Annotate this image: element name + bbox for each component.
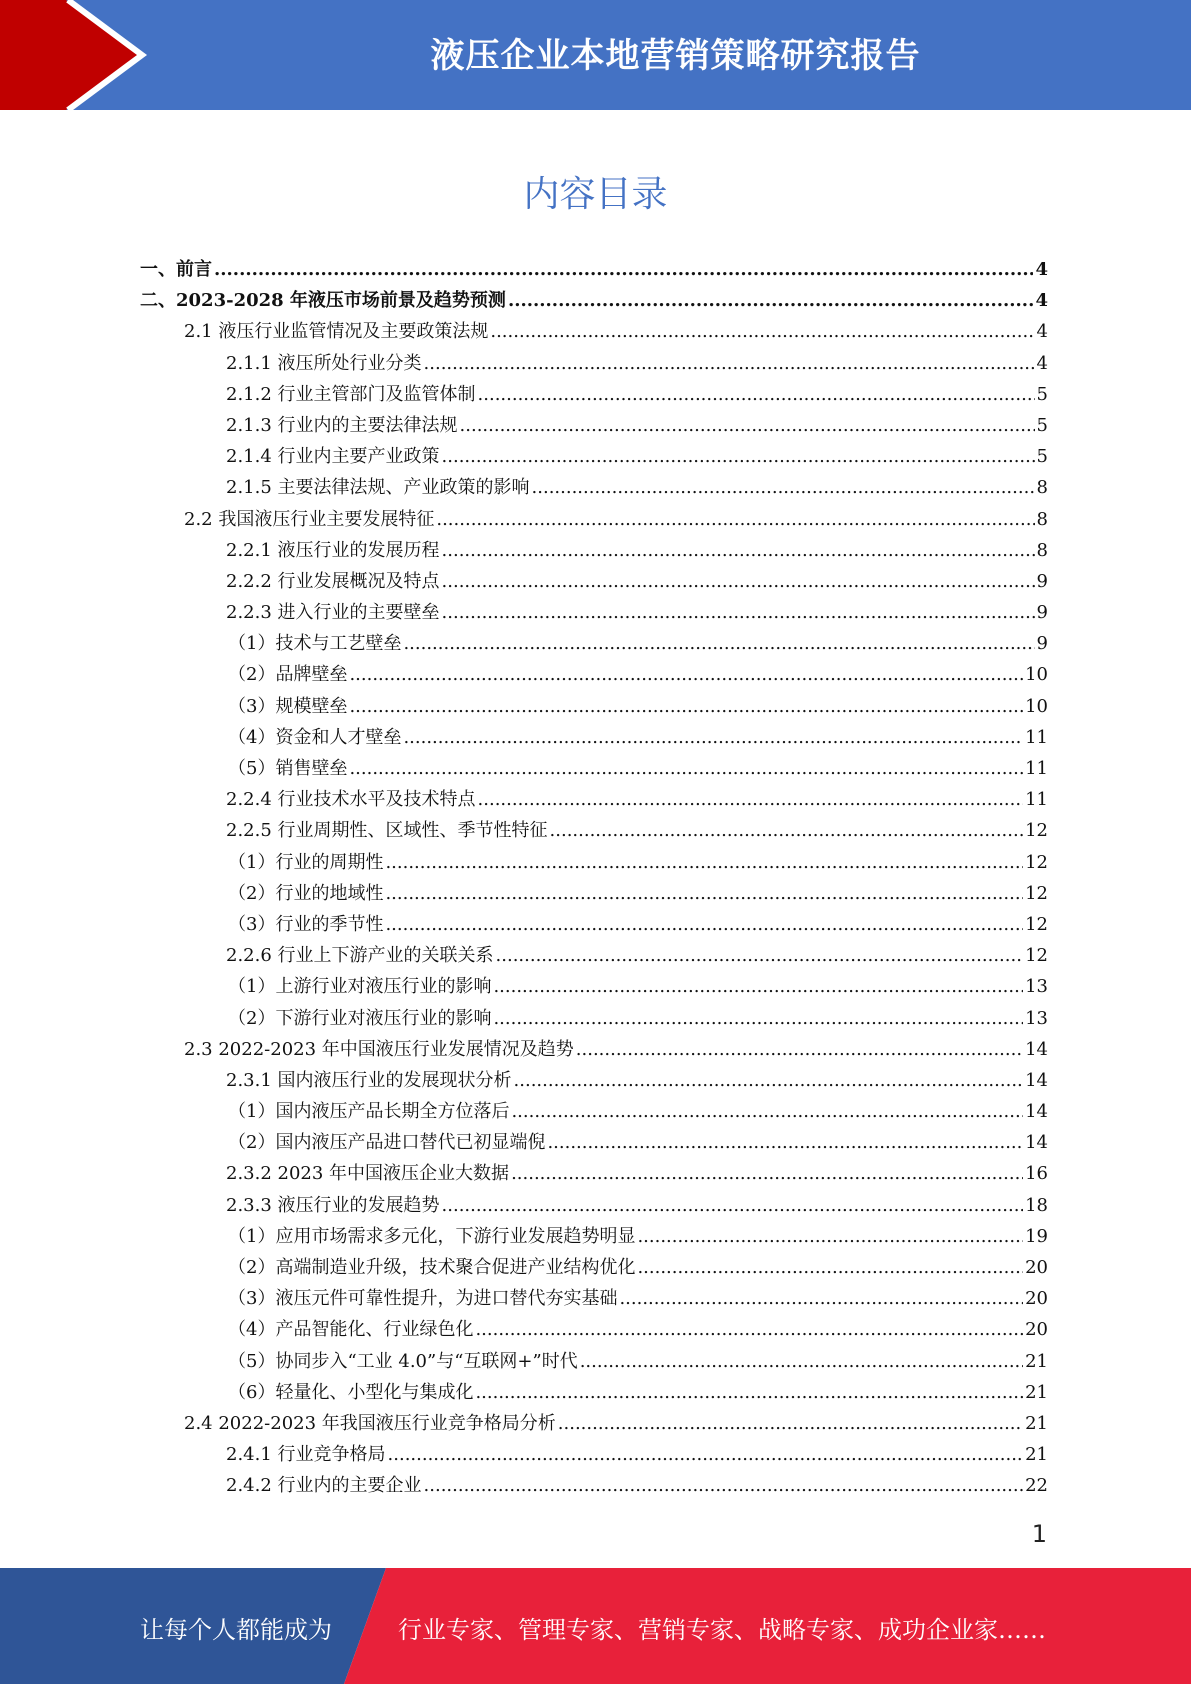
toc-entry-label: 2.4 2022-2023 年我国液压行业竞争格局分析 [184,1412,556,1434]
toc-entry-label: （6）轻量化、小型化与集成化 [228,1381,474,1403]
toc-leader-dots [532,472,1035,503]
toc-entry-label: （3）规模壁垒 [228,695,348,717]
toc-entry-label: 2.2.6 行业上下游产业的关联关系 [226,945,494,967]
toc-entry-label: 二、2023-2028 年液压市场前景及趋势预测 [140,290,506,312]
toc-entry-label: （1）行业的周期性 [228,851,384,873]
toc-entry[interactable] [140,1003,1048,1034]
toc-leader-dots [424,348,1035,379]
toc-entry-page: 12 [1025,851,1048,873]
toc-entry-label: 2.1.5 主要法律法规、产业政策的影响 [226,477,530,499]
toc-leader-dots [511,1096,1023,1127]
toc-entry-page: 20 [1025,1257,1048,1278]
toc-entry-page: 18 [1025,1194,1048,1216]
toc-entry-page: 21 [1025,1381,1048,1403]
toc-entry-page: 13 [1025,1007,1048,1029]
toc-entry[interactable] [140,1221,1048,1252]
toc-entry-page: 8 [1036,539,1048,561]
toc-entry-label: （5）协同步入“工业 4.0”与“互联网+”时代 [228,1350,578,1372]
toc-entry[interactable] [140,909,1048,940]
toc-entry-label: 2.1.2 行业主管部门及监管体制 [226,383,476,405]
toc-leader-dots [442,441,1035,472]
toc-entry[interactable] [140,659,1048,690]
toc-entry[interactable] [140,1377,1048,1408]
toc-entry-label: 2.2.4 行业技术水平及技术特点 [226,789,476,811]
toc-entry-label: （2）下游行业对液压行业的影响 [228,1007,492,1029]
toc-leader-dots [547,1127,1023,1158]
toc-entry[interactable] [140,410,1048,441]
toc-leader-dots [385,878,1023,909]
toc-entry-page: 9 [1036,570,1048,592]
toc-entry-label: （2）行业的地域性 [228,882,384,904]
toc-leader-dots [514,1065,1024,1096]
toc-entry-label: 2.2 我国液压行业主要发展特征 [184,508,435,530]
toc-entry[interactable] [140,847,1048,878]
toc-leader-dots [550,815,1024,846]
toc-entry-page: 20 [1025,1288,1048,1310]
toc-leader-dots [442,1190,1024,1221]
toc-leader-dots [475,1377,1023,1408]
toc-entry[interactable] [140,504,1048,535]
toc-leader-dots [558,1408,1023,1439]
toc-entry[interactable] [140,1190,1048,1221]
footer-slogan-right: 行业专家、管理专家、营销专家、战略专家、成功企业家…… [398,1616,1046,1644]
toc-entry[interactable] [140,566,1048,597]
toc-entry-label: 2.4.1 行业竞争格局 [226,1444,386,1466]
toc-entry-label: （4）产品智能化、行业绿色化 [228,1319,474,1341]
toc-entry-label: （3）液压元件可靠性提升，为进口替代夯实基础 [228,1288,618,1310]
toc-entry-label: 2.1 液压行业监管情况及主要政策法规 [184,321,489,343]
toc-entry-page: 5 [1036,383,1048,405]
toc-entry[interactable] [140,1346,1048,1377]
toc-entry-label: （2）品牌壁垒 [228,664,348,686]
toc-leader-dots [637,1221,1023,1252]
toc-leader-dots [424,1470,1024,1501]
toc-entry-page: 12 [1025,882,1048,904]
toc-leader-dots [511,1158,1023,1189]
toc-entry-page: 21 [1025,1350,1048,1372]
toc-entry-page: 5 [1036,414,1048,436]
toc-entry[interactable] [140,285,1048,316]
toc-leader-dots [496,940,1024,971]
toc-entry-page: 21 [1025,1412,1048,1434]
toc-entry[interactable] [140,1065,1048,1096]
toc-entry-page: 11 [1025,758,1048,779]
toc-entry-page: 20 [1025,1319,1048,1341]
toc-entry[interactable] [140,348,1048,379]
toc-entry[interactable] [140,535,1048,566]
toc-entry-page: 4 [1035,259,1048,280]
toc-entry-label: 2.2.1 液压行业的发展历程 [226,539,440,561]
toc-entry-page: 11 [1025,789,1048,811]
toc-entry-page: 10 [1025,664,1048,686]
toc-leader-dots [436,504,1034,535]
toc-entry[interactable] [140,815,1048,846]
toc-entry[interactable] [140,971,1048,1002]
toc-entry-label: 2.1.4 行业内主要产业政策 [226,446,440,468]
toc-leader-dots [349,753,1023,784]
toc-entry-label: （2）高端制造业升级，技术聚合促进产业结构优化 [228,1257,636,1278]
table-of-contents [140,254,1048,1502]
toc-entry[interactable] [140,878,1048,909]
toc-entry[interactable] [140,1314,1048,1345]
header-band [0,0,1191,110]
toc-leader-dots [619,1283,1023,1314]
toc-leader-dots [493,1003,1023,1034]
toc-entry-label: 2.3 2022-2023 年中国液压行业发展情况及趋势 [184,1038,574,1060]
toc-leader-dots [349,659,1023,690]
toc-entry-label: （1）应用市场需求多元化，下游行业发展趋势明显 [228,1225,636,1247]
toc-leader-dots [478,784,1024,815]
toc-leader-dots [478,379,1035,410]
toc-entry[interactable] [140,1252,1048,1283]
toc-entry[interactable] [140,1408,1048,1439]
toc-entry-label: （4）资金和人才壁垒 [228,726,402,748]
footer-band [0,1568,1191,1684]
toc-entry-label: 2.4.2 行业内的主要企业 [226,1475,422,1497]
toc-entry-label: 2.1.3 行业内的主要法律法规 [226,414,458,436]
toc-entry-page: 12 [1025,945,1048,967]
toc-entry[interactable] [140,1096,1048,1127]
toc-leader-dots [442,566,1035,597]
toc-entry-page: 22 [1025,1475,1048,1497]
toc-entry[interactable] [140,753,1048,784]
toc-leader-dots [508,285,1034,316]
toc-entry-label: （1）上游行业对液压行业的影响 [228,976,492,998]
toc-entry-label: （1）技术与工艺壁垒 [228,633,402,655]
toc-leader-dots [460,410,1035,441]
toc-entry-page: 8 [1036,508,1048,530]
toc-entry-label: 2.2.3 进入行业的主要壁垒 [226,602,440,624]
toc-leader-dots [214,254,1033,285]
toc-entry-label: 2.1.1 液压所处行业分类 [226,352,422,374]
toc-entry[interactable] [140,597,1048,628]
toc-entry[interactable] [140,628,1048,659]
toc-entry-page: 14 [1025,1038,1048,1060]
toc-entry[interactable] [140,254,1048,285]
toc-entry-page: 4 [1036,321,1048,343]
toc-entry-label: （3）行业的季节性 [228,913,384,935]
toc-entry-page: 5 [1036,446,1048,468]
toc-leader-dots [442,597,1035,628]
toc-entry-page: 16 [1025,1163,1048,1185]
toc-entry-label: （1）国内液压产品长期全方位落后 [228,1101,510,1123]
toc-entry[interactable] [140,784,1048,815]
toc-entry-page: 19 [1025,1225,1048,1247]
toc-leader-dots [442,535,1035,566]
toc-entry-page: 12 [1025,913,1048,935]
toc-entry[interactable] [140,940,1048,971]
toc-leader-dots [403,628,1034,659]
toc-leader-dots [490,316,1034,347]
toc-entry-label: 2.2.5 行业周期性、区域性、季节性特征 [226,820,548,842]
toc-entry-page: 14 [1025,1069,1048,1091]
toc-leader-dots [385,909,1023,940]
toc-entry[interactable] [140,316,1048,347]
toc-entry-page: 12 [1025,820,1048,842]
toc-entry-page: 9 [1036,633,1048,655]
toc-entry-page: 13 [1025,976,1048,998]
toc-entry-page: 9 [1036,602,1048,624]
toc-entry-page: 14 [1025,1132,1048,1154]
toc-leader-dots [349,691,1023,722]
toc-entry-label: 2.3.1 国内液压行业的发展现状分析 [226,1069,512,1091]
toc-entry-page: 4 [1036,352,1048,374]
toc-leader-dots [388,1439,1024,1470]
toc-entry-label: 一、前言 [140,259,212,280]
report-title: 液压企业本地营销策略研究报告 [430,36,921,76]
toc-leader-dots [580,1346,1023,1377]
header-arrow-icon [0,0,170,110]
toc-entry-label: 2.3.2 2023 年中国液压企业大数据 [226,1163,510,1185]
toc-leader-dots [403,722,1023,753]
toc-entry-page: 10 [1025,695,1048,717]
toc-entry[interactable] [140,1283,1048,1314]
toc-leader-dots [637,1252,1023,1283]
toc-entry[interactable] [140,691,1048,722]
toc-leader-dots [385,847,1023,878]
toc-entry-label: 2.2.2 行业发展概况及特点 [226,570,440,592]
toc-entry[interactable] [140,722,1048,753]
page-number: 1 [1031,1520,1047,1548]
toc-entry-page: 8 [1036,477,1048,499]
toc-entry-page: 21 [1025,1444,1048,1466]
toc-entry-label: 2.3.3 液压行业的发展趋势 [226,1194,440,1216]
toc-entry-page: 11 [1025,726,1048,748]
toc-entry-label: （5）销售壁垒 [228,758,348,779]
toc-entry[interactable] [140,1439,1048,1470]
toc-entry[interactable] [140,1127,1048,1158]
toc-entry[interactable] [140,379,1048,410]
toc-entry[interactable] [140,441,1048,472]
toc-title: 内容目录 [523,174,668,215]
toc-leader-dots [493,971,1023,1002]
toc-entry-label: （2）国内液压产品进口替代已初显端倪 [228,1132,546,1154]
toc-entry[interactable] [140,1470,1048,1501]
toc-leader-dots [576,1034,1023,1065]
toc-entry[interactable] [140,1158,1048,1189]
toc-leader-dots [475,1314,1023,1345]
footer-slogan-left: 让每个人都能成为 [140,1616,332,1644]
toc-entry[interactable] [140,472,1048,503]
toc-entry-page: 14 [1025,1101,1048,1123]
toc-entry-page: 4 [1035,290,1048,312]
toc-entry[interactable] [140,1034,1048,1065]
